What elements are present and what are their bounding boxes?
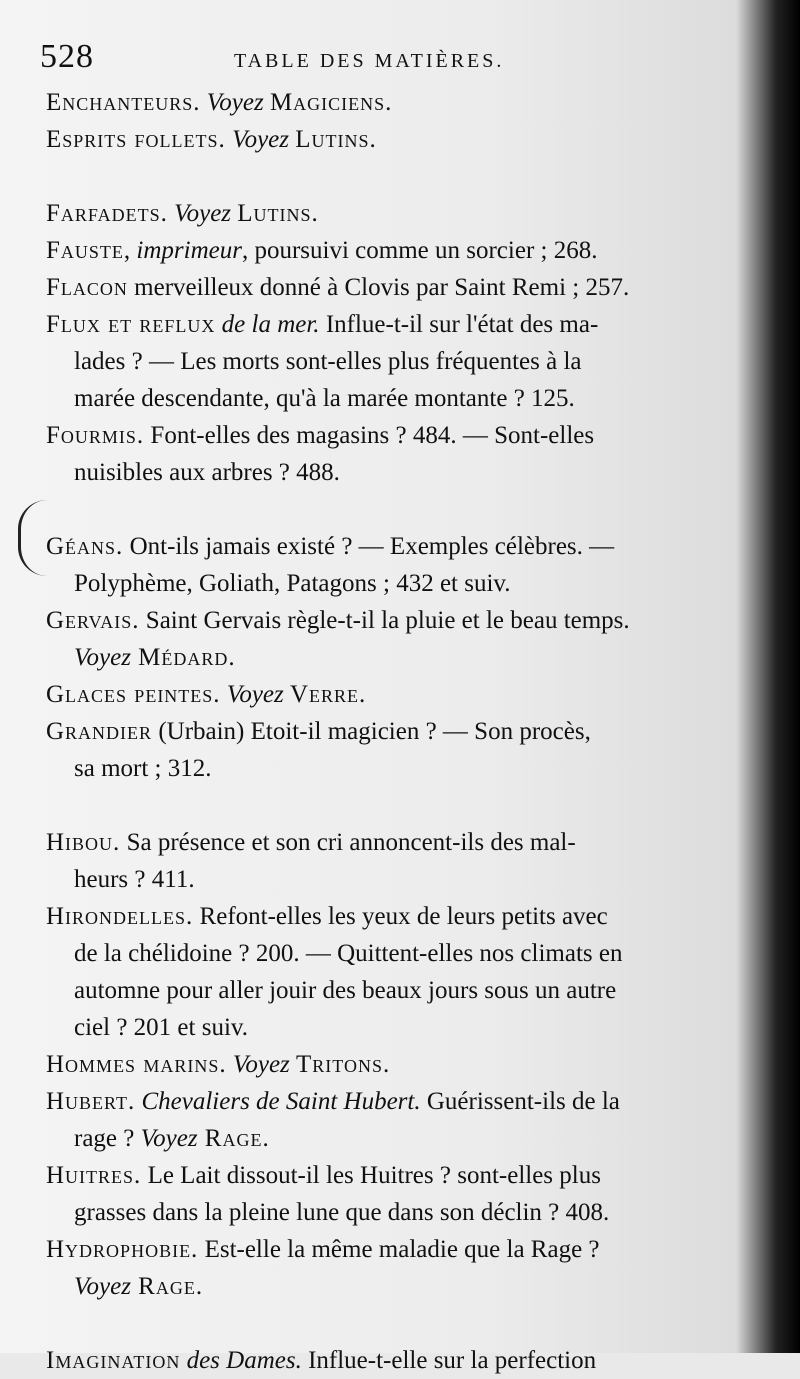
entry-line	[46, 713, 726, 750]
entry-text: de la chélidoine ? 200. — Quittent-elles nos climats en	[74, 940, 623, 967]
cross-reference-label: Voyez	[226, 1051, 297, 1078]
index-entry	[46, 602, 726, 676]
entry-text: nuisibles aux arbres ? 488.	[74, 459, 340, 486]
entry-text: sa mort ; 312.	[74, 755, 212, 782]
index-entry	[46, 1083, 726, 1157]
index-entry	[46, 1046, 726, 1083]
entry-line	[46, 454, 726, 491]
entry-text: (Urbain) Etoit-il magicien ? — Son procès,	[152, 718, 591, 745]
entry-text: Le Lait dissout-il les Huitres ? sont-elles plus	[141, 1162, 601, 1189]
entry-text: , poursuivi comme un sorcier ; 268.	[241, 237, 598, 264]
section-gap	[46, 158, 726, 195]
cross-reference-label: Voyez	[74, 1273, 131, 1300]
cross-reference-target: Lutins.	[237, 200, 319, 227]
page-number: 528	[40, 38, 94, 75]
entry-line	[46, 1046, 726, 1083]
entry-line	[46, 343, 726, 380]
entry-headword: Imagination	[46, 1347, 181, 1374]
cross-reference-target: Rage.	[130, 1273, 204, 1300]
entry-text: Saint Gervais règle-t-il la pluie et le beau temps.	[139, 607, 630, 634]
italic-qualifier: de la mer.	[221, 311, 320, 338]
entry-line	[46, 380, 726, 417]
index-entries	[46, 84, 726, 1379]
index-entry	[46, 306, 726, 417]
entry-line	[46, 1268, 726, 1305]
entry-headword: Hommes marins.	[46, 1051, 227, 1078]
entry-line	[46, 1231, 726, 1268]
entry-headword: Hydrophobie.	[46, 1236, 199, 1263]
index-entry	[46, 1342, 726, 1379]
cross-reference-label: Voyez	[200, 89, 270, 116]
index-entry	[46, 676, 726, 713]
italic-qualifier: Chevaliers de Saint Hubert.	[141, 1088, 421, 1115]
entry-headword: Huitres.	[46, 1162, 142, 1189]
entry-line	[46, 935, 726, 972]
entry-headword: Hubert.	[46, 1088, 136, 1115]
entry-text: Polyphème, Goliath, Patagons ; 432 et suiv.	[74, 570, 511, 597]
index-entry	[46, 898, 726, 1046]
cross-reference-label: Voyez	[140, 1125, 198, 1152]
entry-text: Ont-ils jamais existé ? — Exemples célèbres. —	[123, 533, 615, 560]
entry-text: Est-elle la même maladie que la Rage ?	[198, 1236, 600, 1263]
entry-text: automne pour aller jouir des beaux jours sous un autre	[74, 977, 617, 1004]
entry-line	[46, 195, 726, 232]
entry-line	[46, 1083, 726, 1120]
index-entry	[46, 713, 726, 787]
entry-headword: Gervais.	[46, 607, 140, 634]
index-entry	[46, 232, 726, 269]
entry-text: marée descendante, qu'à la marée montante ? 125.	[74, 385, 575, 412]
cross-reference-target: Verre.	[289, 681, 367, 708]
entry-line	[46, 861, 726, 898]
cross-reference-label: Voyez	[167, 200, 238, 227]
entry-text: rage ?	[74, 1125, 141, 1152]
cross-reference-target: Rage.	[197, 1125, 270, 1152]
entry-text: merveilleux donné à Clovis par Saint Remi ; 257.	[127, 274, 630, 301]
section-gap	[46, 1305, 726, 1342]
entry-text: Refont-elles les yeux de leurs petits avec	[193, 903, 608, 930]
entry-line	[46, 676, 726, 713]
cross-reference-label: Voyez	[74, 644, 131, 671]
entry-line	[46, 84, 726, 121]
entry-headword: Fauste	[46, 237, 124, 264]
entry-headword: Fourmis.	[46, 422, 145, 449]
entry-headword: Enchanteurs.	[46, 89, 201, 116]
entry-headword: Grandier	[46, 718, 153, 745]
entry-text: Influe-t-il sur l'état des ma-	[319, 311, 599, 338]
entry-line	[46, 602, 726, 639]
index-entry	[46, 528, 726, 602]
handwritten-bracket-mark	[18, 500, 47, 576]
index-entry	[46, 1157, 726, 1231]
index-entry	[46, 195, 726, 232]
entry-headword: Hirondelles.	[46, 903, 194, 930]
entry-text: Influe-t-elle sur la perfection	[301, 1347, 597, 1374]
index-entry	[46, 269, 726, 306]
page-header	[40, 38, 740, 88]
entry-headword: Flux et reflux	[46, 311, 216, 338]
entry-line	[46, 1009, 726, 1046]
cross-reference-label: Voyez	[225, 126, 296, 153]
entry-line	[46, 1157, 726, 1194]
section-gap	[46, 491, 726, 528]
index-entry	[46, 824, 726, 898]
entry-line	[46, 1342, 726, 1379]
italic-qualifier: imprimeur	[136, 237, 242, 264]
entry-headword: Flacon	[46, 274, 128, 301]
entry-line	[46, 417, 726, 454]
entry-text: Guérissent-ils de la	[420, 1088, 620, 1115]
entry-line	[46, 1120, 726, 1157]
entry-text: grasses dans la pleine lune que dans son déclin ? 408.	[74, 1199, 610, 1226]
cross-reference-target: Lutins.	[295, 126, 377, 153]
entry-line	[46, 824, 726, 861]
entry-text: Sa présence et son cri annoncent-ils des mal-	[120, 829, 576, 856]
entry-line	[46, 306, 726, 343]
italic-qualifier: des Dames.	[186, 1347, 302, 1374]
index-entry	[46, 417, 726, 491]
entry-line	[46, 232, 726, 269]
entry-text: ,	[123, 237, 137, 264]
entry-line	[46, 639, 726, 676]
entry-text: ciel ? 201 et suiv.	[74, 1014, 249, 1041]
entry-headword: Hibou.	[46, 829, 121, 856]
index-entry	[46, 121, 726, 158]
entry-line	[46, 1194, 726, 1231]
entry-line	[46, 121, 726, 158]
entry-text: lades ? — Les morts sont-elles plus fréquentes à la	[74, 348, 582, 375]
entry-line	[46, 565, 726, 602]
cross-reference-target: Tritons.	[296, 1051, 391, 1078]
entry-line	[46, 898, 726, 935]
entry-headword: Farfadets.	[46, 200, 168, 227]
section-gap	[46, 787, 726, 824]
entry-line	[46, 972, 726, 1009]
entry-headword: Glaces peintes.	[46, 681, 221, 708]
cross-reference-label: Voyez	[220, 681, 290, 708]
entry-headword: Géans.	[46, 533, 124, 560]
entry-line	[46, 528, 726, 565]
entry-line	[46, 750, 726, 787]
index-entry	[46, 1231, 726, 1305]
entry-line	[46, 269, 726, 306]
running-head: TABLE DES MATIÈRES.	[234, 50, 505, 72]
entry-text: Font-elles des magasins ? 484. — Sont-elles	[144, 422, 595, 449]
entry-headword: Esprits follets.	[46, 126, 226, 153]
cross-reference-target: Médard.	[130, 644, 236, 671]
index-entry	[46, 84, 726, 121]
cross-reference-target: Magiciens.	[269, 89, 393, 116]
entry-text: heurs ? 411.	[74, 866, 195, 893]
